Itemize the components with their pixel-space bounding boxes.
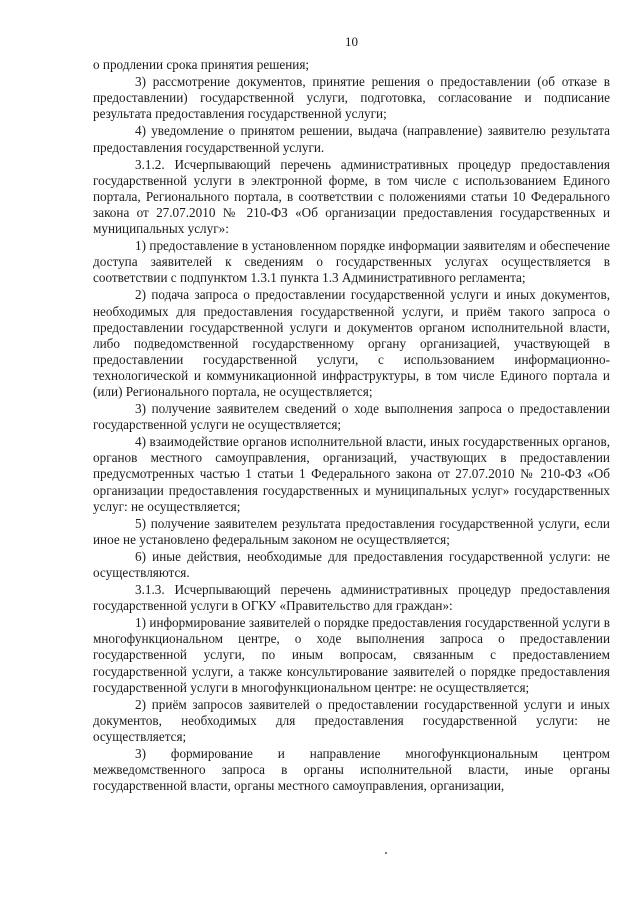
paragraph: 3.1.3. Исчерпывающий перечень административных процедур предоставления государственной услуги в ОГКУ «Правительство для граждан»: — [93, 582, 610, 614]
page-number: 10 — [345, 34, 358, 49]
paragraph: 3) формирование и направление многофункциональным центром межведомственного запроса в органы исполнительной власти, иные органы государственной власти, органы местного самоуправления, организации, — [93, 746, 610, 794]
scan-speck — [385, 852, 387, 854]
paragraph: 2) приём запросов заявителей о предоставлении государственной услуги и иных документов, необходимых для предоставления государственной услуги: не осуществляется; — [93, 696, 610, 744]
paragraph: 3) получение заявителем сведений о ходе выполнения запроса о предоставлении государственной услуги не осуществляется; — [93, 401, 610, 433]
paragraph: 1) предоставление в установленном порядке информации заявителям и обеспечение доступа заявителей к сведениям о государственных услугах осуществляется в соответствии с подпунктом 1.3.1 пункта 1.3 Административного регламента; — [93, 238, 610, 286]
paragraph: 6) иные действия, необходимые для предоставления государственной услуги: не осуществляются. — [93, 548, 610, 580]
paragraph: 1) информирование заявителей о порядке предоставления государственной услуги в многофункциональном центре, о ходе выполнения запроса о предоставлении государственной услуги, по иным вопросам, связанным с предоставлением государственной услуги, а также консультирование заявителей о порядке предоставления государственной услуги в многофункциональном центре: не осуществляется; — [93, 615, 610, 695]
paragraph: 3) рассмотрение документов, принятие решения о предоставлении (об отказе в предоставлении) государственной услуги, подготовка, согласование и подписание результата предоставления государственной услуги; — [93, 74, 610, 122]
page-body — [93, 57, 610, 794]
paragraph: 3.1.2. Исчерпывающий перечень административных процедур предоставления государственной услуги в электронной форме, в том числе с использованием Единого портала, Регионального портала, в соответствии с положениями статьи 10 Федерального закона от 27.07.2010 № 210-ФЗ «Об организации предоставления государственных и муниципальных услуг»: — [93, 156, 610, 237]
paragraph: 4) уведомление о принятом решении, выдача (направление) заявителю результата предоставления государственной услуги. — [93, 123, 610, 155]
paragraph: о продлении срока принятия решения; — [93, 57, 310, 73]
paragraph: 2) подача запроса о предоставлении государственной услуги и иных документов, необходимых для предоставления государственной услуги, и приём такого запроса о предоставлении государственной услуги и документов органом исполнительной власти, либо подведомственной государственному органу организацией, участвующей в предоставлении государственной услуги, с использованием информационно-технологической и коммуникационной инфраструктуры, в том числе Единого портала и (или) Регионального портала, не осуществляется; — [93, 287, 610, 399]
paragraph: 5) получение заявителем результата предоставления государственной услуги, если иное не установлено федеральным законом не осуществляется; — [93, 515, 610, 547]
paragraph: 4) взаимодействие органов исполнительной власти, иных государственных органов, органов местного самоуправления, организаций, участвующих в предоставлении предусмотренных частью 1 статьи 1 Федерального закона от 27.07.2010 № 210-ФЗ «Об организации предоставления государственных и муниципальных услуг» государственных услуг: не осуществляется; — [93, 434, 610, 514]
